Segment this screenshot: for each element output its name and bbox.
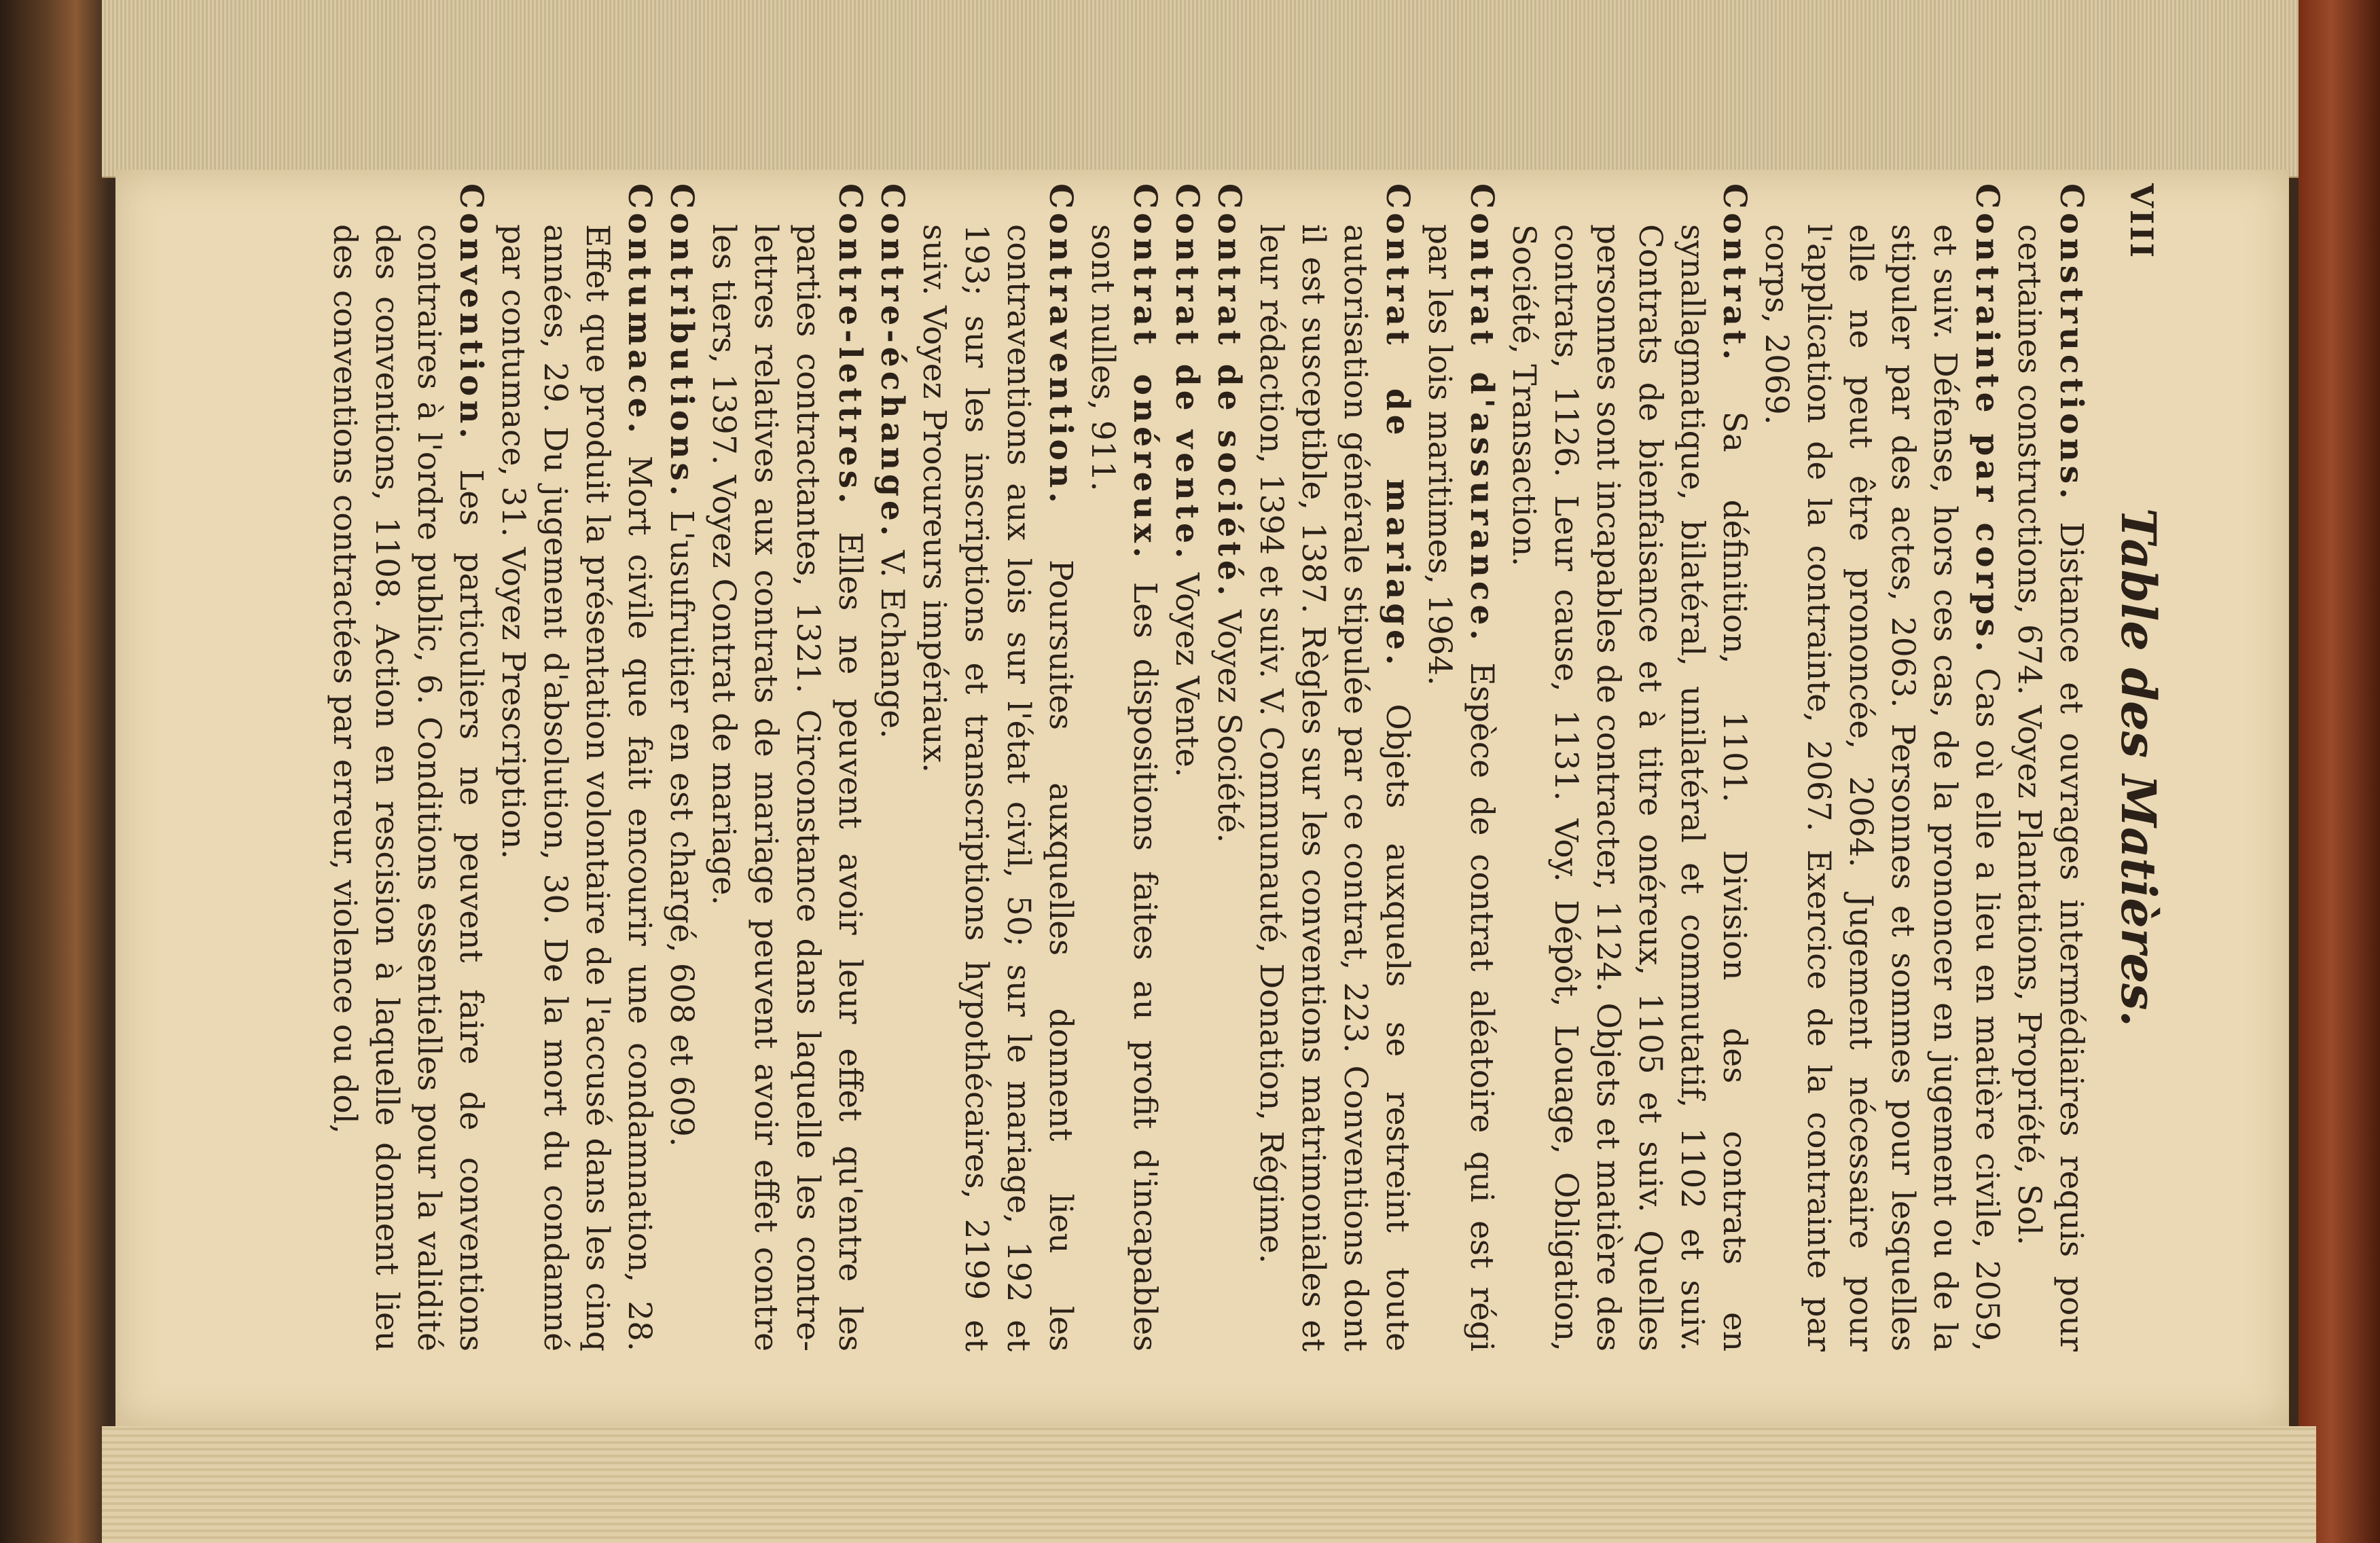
index-entry [1250,183,1418,1351]
page-header [2092,156,2174,1379]
entry-text: Poursuites auxquelles donnent lieu les contraventions aux lois sur l'état civil, 50; sur le mariage, 192 et 193; sur les inscriptions et transcriptions hypothécaires, 2199 et suiv. Voyez Procureurs impériaux. [916,224,1079,1351]
entry-text: Les dispositions faites au profit d'incapables sont nulles, 911. [1084,224,1164,1351]
entry-heading: Contre-lettres. [831,183,869,508]
index-entry [492,183,660,1351]
entry-heading: Contrat de vente. [1168,183,1206,563]
entry-text: Cas où elle a lieu en matière civile, 2059, et suiv. Défense, hors ces cas, de la prononcer en jugement ou de la stipuler par des actes, 2063. Personnes et sommes pour lesquelles elle ne peut être prononcée, 2064. Jugement nécessaire pour l'application de la contrainte, 2067. Exercice de la contrainte par corps, 2069. [1758,224,2006,1352]
entry-text: Espèce de contrat aléatoire qui est régi par les lois maritimes, 1964. [1421,224,1500,1351]
entry-heading: Contrat de mariage. [1379,183,1416,670]
index-entry [1502,183,1755,1351]
index-entry [871,183,913,1351]
entry-heading: Contravention. [1042,183,1079,507]
entry-heading: Convention. [452,183,490,443]
entry-text: Les particuliers ne peuvent faire de conventions contraires à l'ordre public, 6. Conditions essentielles pour la validité des conventions, 1108. Action en rescision à laquelle donnent lieu des conventions contractées par erreur, violence ou dol, [326,224,490,1351]
entry-text: Objets auxquels se restreint toute autorisation générale stipulée par ce contrat, 223. Conventions dont il est susceptible, 1387. Règles sur les conventions matrimoniales et leur rédaction, 1394 et suiv. V. Communauté, Donation, Régime. [1252,224,1416,1351]
index-entry [323,183,492,1351]
entry-heading: Contumace. [621,183,658,437]
index-entry [1081,183,1166,1351]
index-entries [323,156,2092,1379]
entry-heading: Constructions. [2053,183,2090,503]
entry-heading: Contrat de société. [1210,183,1248,600]
index-entry [1208,183,1250,1351]
entry-heading: Contrat. [1716,183,1753,364]
entry-text: Elles ne peuvent avoir leur effet qu'entre les parties contractantes, 1321. Circonstance dans laquelle les contre-lettres relatives aux contrats de mariage peuvent avoir effet contre les tiers, 1397. Voyez Contrat de mariage. [705,224,869,1351]
index-entry [913,183,1081,1351]
entry-text: Mort civile que fait encourir une condamnation, 28. Effet que produit la présentation volontaire de l'accusé dans les cinq années, 29. Du jugement d'absolution, 30. De la mort du condamné par contumace, 31. Voyez Prescription. [494,224,658,1351]
entry-text: L'usufruitier en est chargé, 608 et 609. [663,500,700,1147]
entry-heading: Contrat d'assurance. [1463,183,1500,645]
entry-text: V. Echange. [873,540,911,739]
page-number: VIII [2123,183,2160,260]
page-title: Table des Matières. [2110,508,2167,1027]
page-content [285,156,2174,1379]
entry-text: Voyez Vente. [1168,562,1206,778]
index-entry [660,183,702,1351]
entry-heading: Contributions. [663,183,700,501]
book-spine [2298,0,2380,1543]
page-block-edges [102,0,2309,178]
entry-text: Sa définition, 1101. Division des contrats en synallagmatique, bilatéral, unilatéral et commutatif, 1102 et suiv. Contrats de bienfaisance et à titre onéreux, 1105 et suiv. Quelles personnes sont incapables de contracter, 1124. Objets et matière des contrats, 1126. Leur cause, 1131. Voy. Dépôt, Louage, Obligation, Société, Transaction. [1505,224,1753,1351]
facing-page-edge [102,1426,2316,1543]
book-edge [0,0,109,1543]
entry-heading: Contrainte par corps. [1968,183,2006,656]
entry-heading: Contrat onéreux. [1126,183,1164,562]
entry-text: Distance et ouvrages intermédiaires requis pour certaines constructions, 674. Voyez Plantations, Propriété, Sol. [2011,224,2090,1351]
index-entry [1755,183,2008,1351]
entry-heading: Contre-échange. [873,183,911,541]
index-entry [1418,183,1502,1351]
index-entry [702,183,871,1351]
index-entry [2008,183,2092,1351]
index-entry [1166,183,1208,1351]
entry-text: Voyez Société. [1210,600,1248,843]
